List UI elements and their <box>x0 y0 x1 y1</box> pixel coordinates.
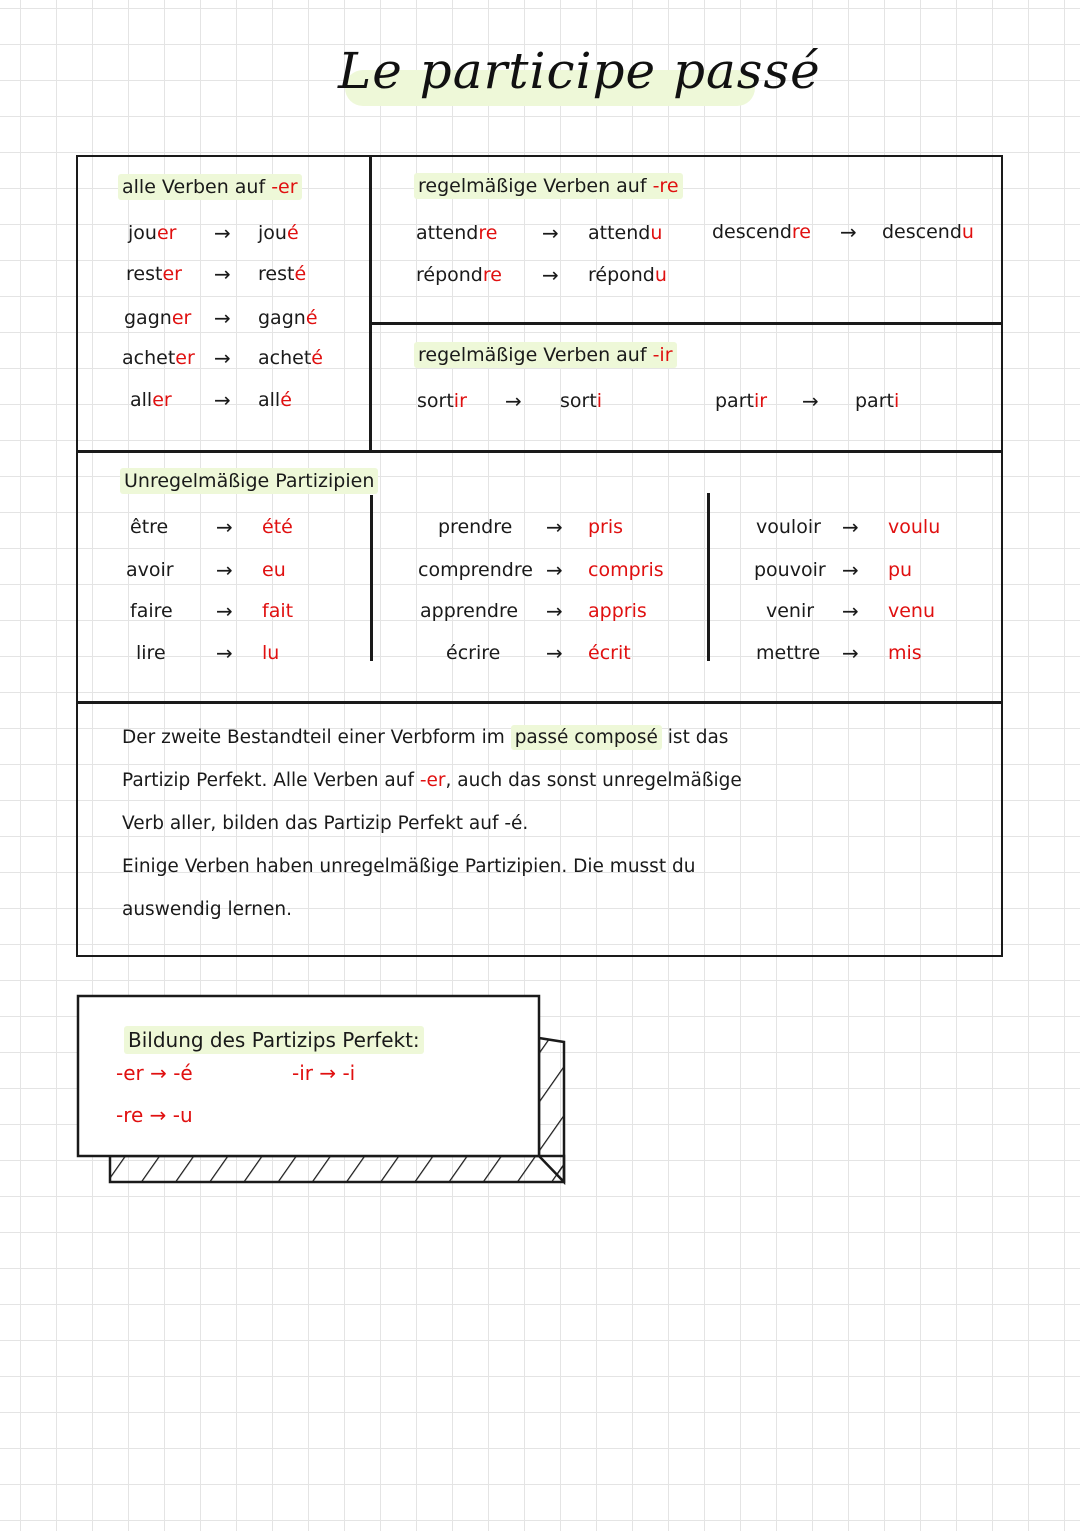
irregular-participle: compris <box>588 559 664 581</box>
arrow-icon: → <box>802 389 819 413</box>
explanation-line-3: Verb aller, bilden das Partizip Perfekt auf -é. <box>122 813 529 834</box>
irregular-infinitive: apprendre <box>420 600 519 622</box>
explanation-line-5: auswendig lernen. <box>122 899 292 920</box>
re-participle <box>588 264 667 286</box>
arrow-icon: → <box>542 221 559 245</box>
re-participle <box>588 222 662 244</box>
explanation-line-2: Partizip Perfekt. Alle Verben auf -er, auch das sonst unregelmäßige <box>122 770 742 791</box>
irregular-infinitive: avoir <box>126 559 174 581</box>
er-infinitive <box>122 347 195 369</box>
ir-participle <box>855 390 899 412</box>
er-participle-ending: é <box>294 263 307 285</box>
er-participle <box>258 222 299 244</box>
re-infinitive <box>712 221 811 243</box>
irregular-participle: pris <box>588 516 624 538</box>
er-infinitive-stem: achet <box>122 347 176 369</box>
irregular-infinitive: être <box>130 516 169 538</box>
re-infinitive-stem: attend <box>416 222 479 244</box>
er-participle-ending: é <box>305 307 318 329</box>
arrow-icon: → <box>505 389 522 413</box>
irregular-infinitive: venir <box>766 600 815 622</box>
re-infinitive-stem: descend <box>712 221 792 243</box>
er-infinitive-ending: er <box>156 222 177 244</box>
er-infinitive <box>130 389 172 411</box>
er-infinitive-ending: er <box>152 389 172 411</box>
er-infinitive-ending: er <box>171 307 192 329</box>
irregular-participle: écrit <box>588 642 631 664</box>
er-infinitive-stem: gagn <box>124 307 172 329</box>
arrow-icon: → <box>216 641 233 665</box>
ir-infinitive <box>417 390 467 412</box>
er-participle-stem: achet <box>258 347 312 369</box>
ir-infinitive <box>715 390 767 412</box>
irregular-infinitive: écrire <box>446 642 501 664</box>
er-participle-ending: é <box>286 222 299 244</box>
arrow-icon: → <box>214 388 231 412</box>
irregular-heading: Unregelmäßige Partizipien <box>120 470 378 492</box>
er-heading: alle Verben auf -er <box>118 176 302 198</box>
ir-heading: regelmäßige Verben auf -ir <box>414 344 677 366</box>
er-participle <box>258 347 323 369</box>
irregular-participle: eu <box>262 559 286 581</box>
irregular-divider-2 <box>707 493 710 661</box>
arrow-icon: → <box>842 641 859 665</box>
re-infinitive-stem: répond <box>416 264 483 286</box>
explanation-text <box>122 716 742 931</box>
arrow-icon: → <box>546 558 563 582</box>
table-divider-vertical <box>369 155 372 452</box>
arrow-icon: → <box>216 599 233 623</box>
re-participle-ending: u <box>961 221 974 243</box>
summary-box-3d <box>70 990 580 1190</box>
irregular-participle: fait <box>262 600 294 622</box>
er-infinitive <box>128 222 176 244</box>
re-participle-stem: descend <box>882 221 962 243</box>
explanation-line-1: Der zweite Bestandteil einer Verbform im passé composé ist das <box>122 727 729 748</box>
re-infinitive <box>416 264 502 286</box>
table-divider-horizontal <box>370 322 1003 325</box>
irregular-participle: été <box>262 516 293 538</box>
er-participle <box>258 307 318 329</box>
summary-rule-ir: -ir → -i <box>292 1061 356 1085</box>
re-infinitive-ending: re <box>791 221 811 243</box>
er-participle <box>258 389 292 411</box>
irregular-infinitive: pouvoir <box>754 559 826 581</box>
explanation-line-4: Einige Verben haben unregelmäßige Partizipien. Die musst du <box>122 856 696 877</box>
irregular-infinitive: comprendre <box>418 559 533 581</box>
arrow-icon: → <box>842 558 859 582</box>
irregular-participle: voulu <box>888 516 941 538</box>
re-participle-stem: répond <box>588 264 655 286</box>
er-infinitive-stem: all <box>130 389 153 411</box>
er-infinitive-stem: rest <box>126 263 163 285</box>
re-infinitive-ending: re <box>482 264 502 286</box>
arrow-icon: → <box>542 263 559 287</box>
irregular-divider-1 <box>370 495 373 661</box>
arrow-icon: → <box>214 221 231 245</box>
er-participle-stem: gagn <box>258 307 306 329</box>
arrow-icon: → <box>842 599 859 623</box>
re-participle <box>882 221 974 243</box>
irregular-infinitive: mettre <box>756 642 821 664</box>
er-participle-ending: é <box>280 389 292 411</box>
ir-infinitive-stem: part <box>715 390 754 412</box>
ir-participle-stem: sort <box>560 390 597 412</box>
re-participle-ending: u <box>654 264 667 286</box>
arrow-icon: → <box>216 558 233 582</box>
irregular-participle: mis <box>888 642 922 664</box>
arrow-icon: → <box>216 515 233 539</box>
ir-participle-ending: i <box>893 390 900 412</box>
irregular-participle: venu <box>888 600 936 622</box>
re-participle-ending: u <box>650 222 663 244</box>
re-infinitive-ending: re <box>478 222 498 244</box>
arrow-icon: → <box>546 641 563 665</box>
ir-participle-stem: part <box>855 390 894 412</box>
ir-participle <box>560 390 602 412</box>
summary-rule-er: -er → -é <box>116 1061 193 1085</box>
irregular-participle: pu <box>888 559 913 581</box>
er-infinitive-ending: er <box>175 347 195 369</box>
summary-heading: Bildung des Partizips Perfekt: <box>124 1028 424 1052</box>
er-infinitive <box>126 263 182 285</box>
arrow-icon: → <box>546 515 563 539</box>
summary-rule-re: -re → -u <box>116 1103 193 1127</box>
irregular-infinitive: lire <box>136 642 166 664</box>
re-participle-stem: attend <box>588 222 651 244</box>
arrow-icon: → <box>840 220 857 244</box>
irregular-infinitive: prendre <box>438 516 513 538</box>
irregular-participle: lu <box>262 642 280 664</box>
er-infinitive-stem: jou <box>128 222 157 244</box>
er-participle-stem: rest <box>258 263 295 285</box>
er-infinitive-ending: er <box>162 263 182 285</box>
ir-infinitive-ending: ir <box>453 390 467 412</box>
arrow-icon: → <box>214 346 231 370</box>
arrow-icon: → <box>214 262 231 286</box>
er-infinitive <box>124 307 191 329</box>
ir-participle-ending: i <box>596 390 603 412</box>
er-participle-stem: jou <box>258 222 287 244</box>
arrow-icon: → <box>842 515 859 539</box>
er-participle <box>258 263 306 285</box>
ir-infinitive-ending: ir <box>753 390 768 412</box>
er-participle-stem: all <box>258 389 281 411</box>
irregular-participle: appris <box>588 600 647 622</box>
arrow-icon: → <box>214 306 231 330</box>
arrow-icon: → <box>546 599 563 623</box>
irregular-infinitive: vouloir <box>756 516 821 538</box>
page-title: Le participe passé <box>338 42 821 100</box>
ir-infinitive-stem: sort <box>417 390 454 412</box>
er-participle-ending: é <box>311 347 323 369</box>
re-infinitive <box>416 222 497 244</box>
re-heading: regelmäßige Verben auf -re <box>414 175 683 197</box>
irregular-infinitive: faire <box>130 600 173 622</box>
